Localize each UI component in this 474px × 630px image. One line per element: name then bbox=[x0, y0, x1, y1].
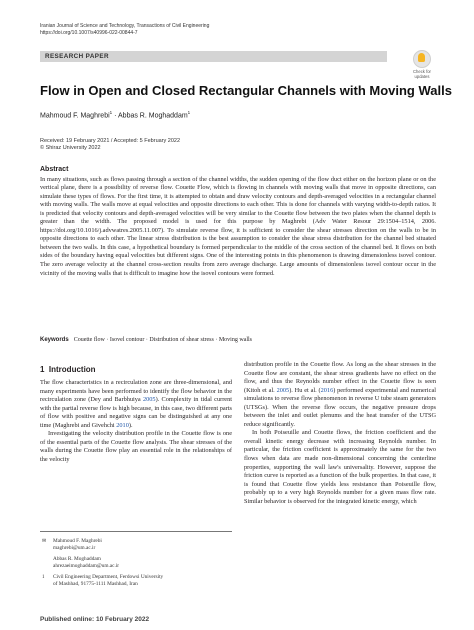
section-heading bbox=[40, 365, 96, 374]
footnote-email[interactable]: ahrezaeimoghaddam@um.ac.ir bbox=[53, 563, 120, 569]
abstract-heading: Abstract bbox=[40, 166, 69, 173]
coauthor-footnote bbox=[40, 556, 232, 570]
left-column bbox=[40, 379, 232, 464]
badge-line1: Check for bbox=[413, 69, 431, 74]
citation-link[interactable]: 2016 bbox=[320, 386, 334, 394]
author-footnotes bbox=[40, 531, 232, 592]
right-column bbox=[244, 361, 436, 506]
text-run: ) performed experimental and numerical simulations to reverse flow phenomenon in reverse U tube steam generators (UTSGs). When the reverse flow occurs, the negative pressure drops between the inlet and outlet plenums and the heat transfer of the UTSG reduce significantly. bbox=[244, 386, 436, 428]
received-accepted-dates: Received: 19 February 2021 / Accepted: 5 February 2022 bbox=[40, 138, 181, 144]
affiliation-marker: 1 bbox=[42, 575, 45, 580]
paragraph bbox=[244, 361, 436, 429]
bookmark-icon bbox=[413, 50, 431, 68]
affiliation-line: of Mashhad, 91775-1111 Mashhad, Iran bbox=[53, 581, 138, 587]
abstract-text: In many situations, such as flows passing through a section of the channel widths, the sudden opening of the flow duct either on the horizon plane or on the vertical plane, there is a possibility of reverse flow. Couette Flow, which is flowing in channels with moving walls that move in opposite directions, can simulate these types of flows. For the first time, it is attempted to obtain and draw velocity contours and depth-averaged velocities in a rectangular channel with moving walls. The walls move at equal velocities and opposite directions to each other. This is done for channels with varying width-to-depth ratios. It is predicted that velocity contours and depth-averaged velocities will be very similar to the Couette flow between the two plates when the channel depth is greater than the width. The proposed model is used for this purpose by Maghrebi (Adv Water Resour 29:1504–1514, 2006. https://doi.org/10.1016/j.advwatres.2005.11.007). To simulate reverse flow, it is sufficient to consider the shear stresses direction on the walls to be in opposite directions to each other. The linear stress distribution is the best assumption to consider the shear stress distribution for the channel bed situated between the two walls. In this case, a hypothetical boundary is formed perpendicular to the middle of the cross section of the channel bed. It flows on both sides of the boundary having equal velocities but different signs. One of the interesting points in this phenomenon is drawing dimensionless isovel contour. The zero average velocity at the channel cross-section results from zero average discharge. Large amounts of dimensionless isovel contour occur in the vicinity of the moving walls that is difficult to imagine how the isovel contours were formed. bbox=[40, 175, 436, 277]
citation-link[interactable]: 2005 bbox=[276, 386, 290, 394]
keywords-line bbox=[40, 337, 436, 343]
footnote-name: Abbas R. Moghaddam bbox=[53, 556, 101, 562]
article-type-label: RESEARCH PAPER bbox=[45, 52, 109, 60]
keywords-label: Keywords bbox=[40, 337, 69, 343]
journal-doi[interactable]: https://doi.org/10.1007/s40996-022-00844-7 bbox=[40, 30, 138, 36]
check-for-updates-badge[interactable] bbox=[407, 50, 437, 79]
author-1-affiliation: 1 bbox=[109, 110, 113, 115]
author-separator: · bbox=[112, 112, 119, 120]
corresponding-author bbox=[40, 538, 232, 552]
affiliation-line: Civil Engineering Department, Ferdowsi University bbox=[53, 574, 164, 580]
section-title: Introduction bbox=[48, 365, 96, 374]
author-list bbox=[40, 110, 190, 119]
article-type-banner bbox=[40, 51, 387, 62]
paper-title: Flow in Open and Closed Rectangular Channels with Moving Walls bbox=[40, 83, 452, 98]
citation-link[interactable]: 2010 bbox=[116, 421, 129, 429]
envelope-icon: ✉ bbox=[42, 539, 47, 544]
author-2-affiliation: 1 bbox=[187, 110, 191, 115]
author-2[interactable]: Abbas R. Moghaddam bbox=[118, 112, 188, 120]
badge-line2: updates bbox=[414, 74, 430, 79]
footnote-email[interactable]: maghrebi@um.ac.ir bbox=[53, 545, 96, 551]
paragraph bbox=[40, 379, 232, 430]
journal-name: Iranian Journal of Science and Technology, Transactions of Civil Engineering bbox=[40, 23, 210, 29]
copyright-notice: © Shiraz University 2022 bbox=[40, 145, 101, 151]
text-run: ). bbox=[128, 421, 133, 429]
author-1[interactable]: Mahmoud F. Maghrebi bbox=[40, 112, 110, 120]
footnote-name: Mahmoud F. Maghrebi bbox=[53, 538, 102, 544]
text-run: distribution profile in the Couette flow. As long as the shear stresses in the Couette flow are constant, the shear stress gradients have no effect on the flow, and thus the Reynolds number effect in the Couette flow is seen (Kitoh et al. bbox=[244, 361, 436, 394]
published-online-footer: Published online: 10 February 2022 bbox=[40, 616, 150, 623]
keywords-text: Couette flow · Isovel contour · Distribution of shear stress · Moving walls bbox=[73, 337, 252, 343]
text-run: The flow characteristics in a recirculation zone are three-dimensional, and many experiments have been performed to identify the flow behavior in the recirculation zone (Dey and Barbhuiya bbox=[40, 379, 232, 404]
text-run: ). Hu et al. ( bbox=[289, 386, 321, 394]
text-run: ). Complexity in tidal current with the partial reverse flow is high because, in this case, two different parts of flow with positive and negative signs can be distinguished at any one time (Maghrebi and Givehchi bbox=[40, 396, 232, 429]
affiliation-footnote bbox=[40, 574, 232, 588]
section-number: 1 bbox=[40, 365, 45, 374]
paragraph: In both Poiseuille and Couette flows, the friction coefficient and the overall kinetic energy decrease with increasing Reynolds number. In particular, the friction coefficient is approximately the same for the two flows when data are made non-dimensional concerning the centerline properties, supporting the wall law's universality. However, suppose the friction curve is reported as a function of the bulk properties. In that case, it is found that Couette flow yields less resistance than Poiseuille flow, probably up to a very high Reynolds number for a given mass flow rate. Similar behavior is observed for the integrated kinetic energy, which bbox=[244, 429, 436, 505]
paragraph: Investigating the velocity distribution profile in the Couette flow is one of the essential parts of the Couette flow analysis. The shear stresses of the walls during the Couette flow play an essential role in the relationships of the velocity bbox=[40, 430, 232, 463]
citation-link[interactable]: 2005 bbox=[142, 396, 156, 404]
